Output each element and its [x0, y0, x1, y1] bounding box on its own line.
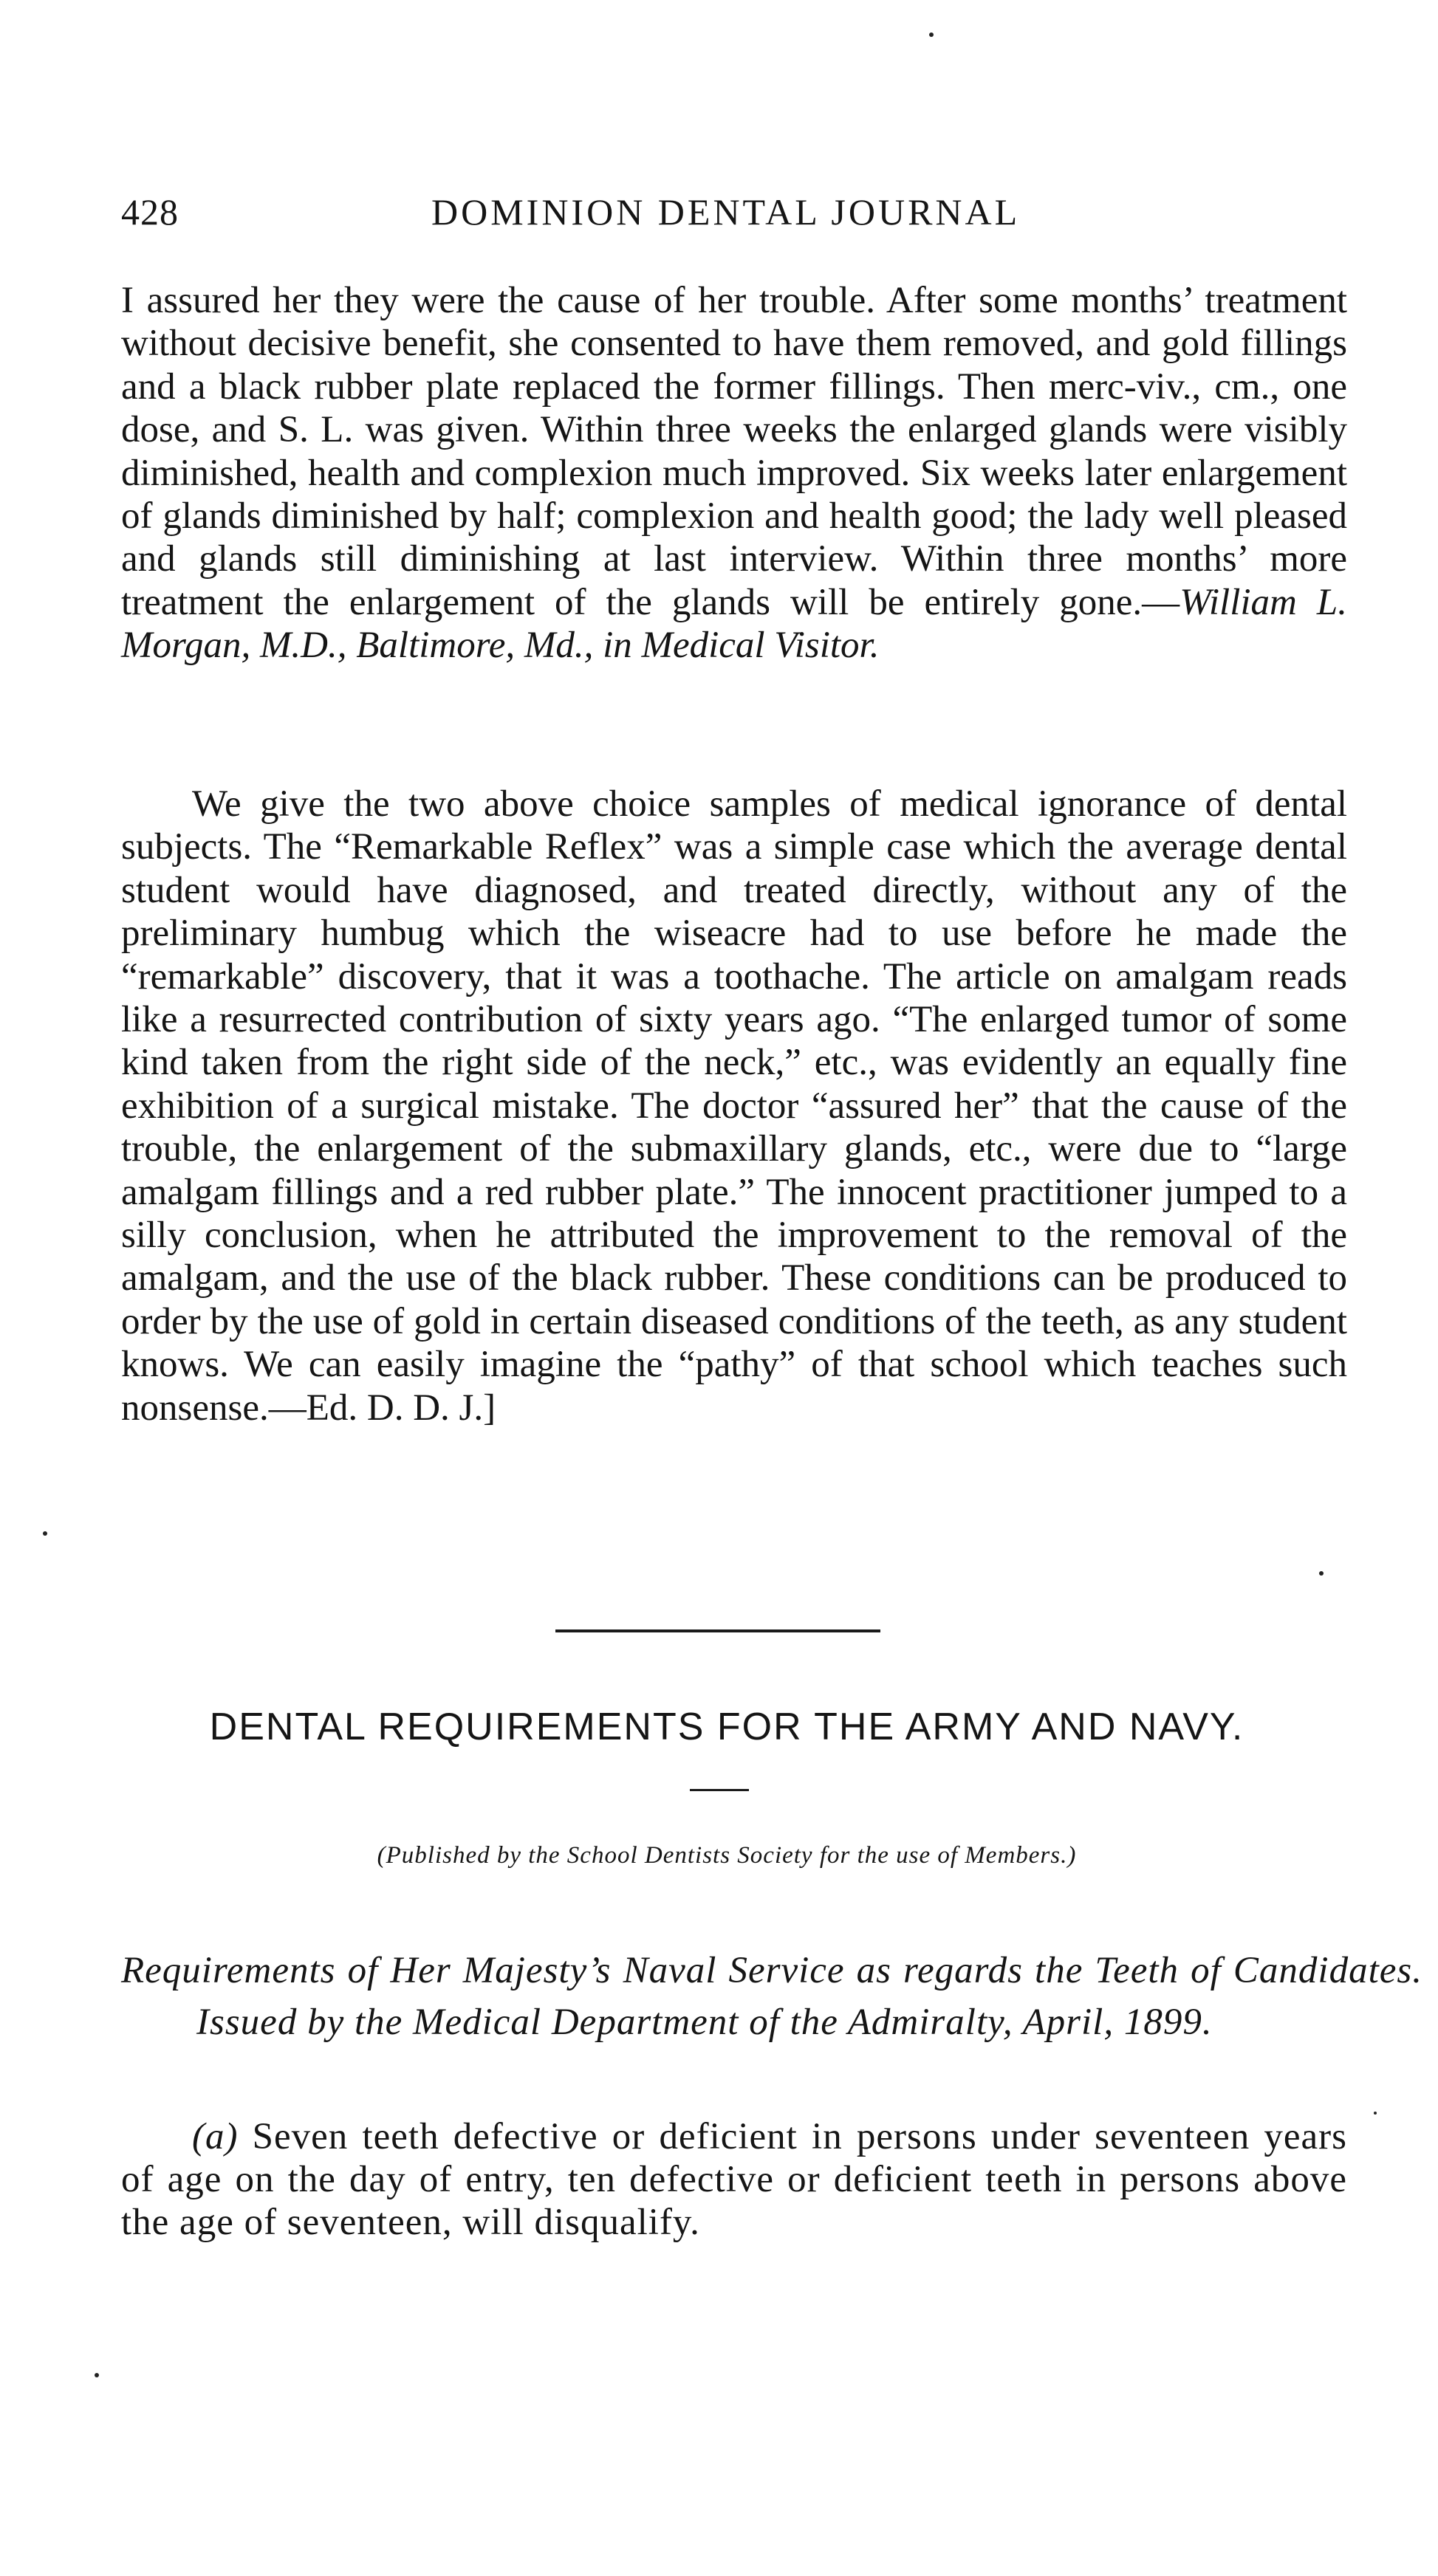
speck-mark: [43, 1531, 47, 1536]
speck-mark: [1319, 1571, 1324, 1576]
speck-mark: [929, 32, 934, 37]
journal-title: DOMINION DENTAL JOURNAL: [431, 191, 1021, 233]
paragraph-text: We give the two above choice samples of medical ignorance of dental subjects. The “Remarkable Reflex” was a simple case which the average dental student would have diagnosed, and treated directly, without any of the preliminary humbug which the wiseacre had to use before he made the “remarkable” discovery, that it was a toothache. The article on amalgam reads like a resurrected contribution of sixty years ago. “The enlarged tumor of some kind taken from the right side of the neck,” etc., was evidently an equally fine exhibition of a surgical mistake. The doctor “assured her” that the cause of the trouble, the enlargement of the submaxillary glands, etc., were due to “large amalgam fillings and a red rubber plate.” The innocent practitioner jumped to a silly conclusion, when he attributed the improvement to the removal of the amalgam, and the use of the black rubber. These conditions can be produced to order by the use of gold in certain diseased conditions of the teeth, as any student knows. We can easily imagine the “pathy” of that school which teaches such nonsense.—: [121, 783, 1347, 1429]
running-header: [121, 190, 1332, 235]
section-divider: [555, 1629, 880, 1632]
paragraph-case-report: [121, 279, 1347, 667]
speck-mark: [1374, 2112, 1377, 2115]
clause-label: (a): [192, 2116, 239, 2157]
citation: William L. Morgan, M.D., Baltimore, Md., in Medical Visitor.: [121, 581, 1347, 667]
clause-text: Seven teeth defective or deficient in persons under seventeen years of age on the day of entry, ten defective or deficient teeth in persons above the age of seventeen, will disqualify.: [121, 2116, 1347, 2243]
paragraph-editorial: [121, 783, 1347, 1429]
page-number: 428: [121, 191, 179, 233]
section-heading: DENTAL REQUIREMENTS FOR THE ARMY AND NAVY.: [209, 1706, 1244, 1748]
editor-signature: Ed. D. D. J.]: [306, 1387, 496, 1429]
speck-mark: [95, 2373, 99, 2377]
clause-a: [121, 2115, 1347, 2244]
paragraph-text: I assured her they were the cause of her trouble. After some months’ treatment without decisive benefit, she consented to have them removed, and gold fillings and a black rubber plate replaced the former fillings. Then merc-viv., cm., one dose, and S. L. was given. Within three weeks the enlarged glands were visibly diminished, health and complexion much improved. Six weeks later enlargement of glands diminished by half; complexion and health good; the lady well pleased and glands still diminishing at last interview. Within three months’ more treatment the enlargement of the glands will be entirely gone.—: [121, 280, 1347, 623]
requirements-title: Requirements of Her Majesty’s Naval Service as regards the Teeth of Candidates. Issued by the Medical Department of the Admiralty, April, 1899.: [121, 1950, 1422, 2043]
publication-note: (Published by the School Dentists Society for the use of Members.): [377, 1842, 1077, 1869]
short-divider: [690, 1789, 749, 1791]
